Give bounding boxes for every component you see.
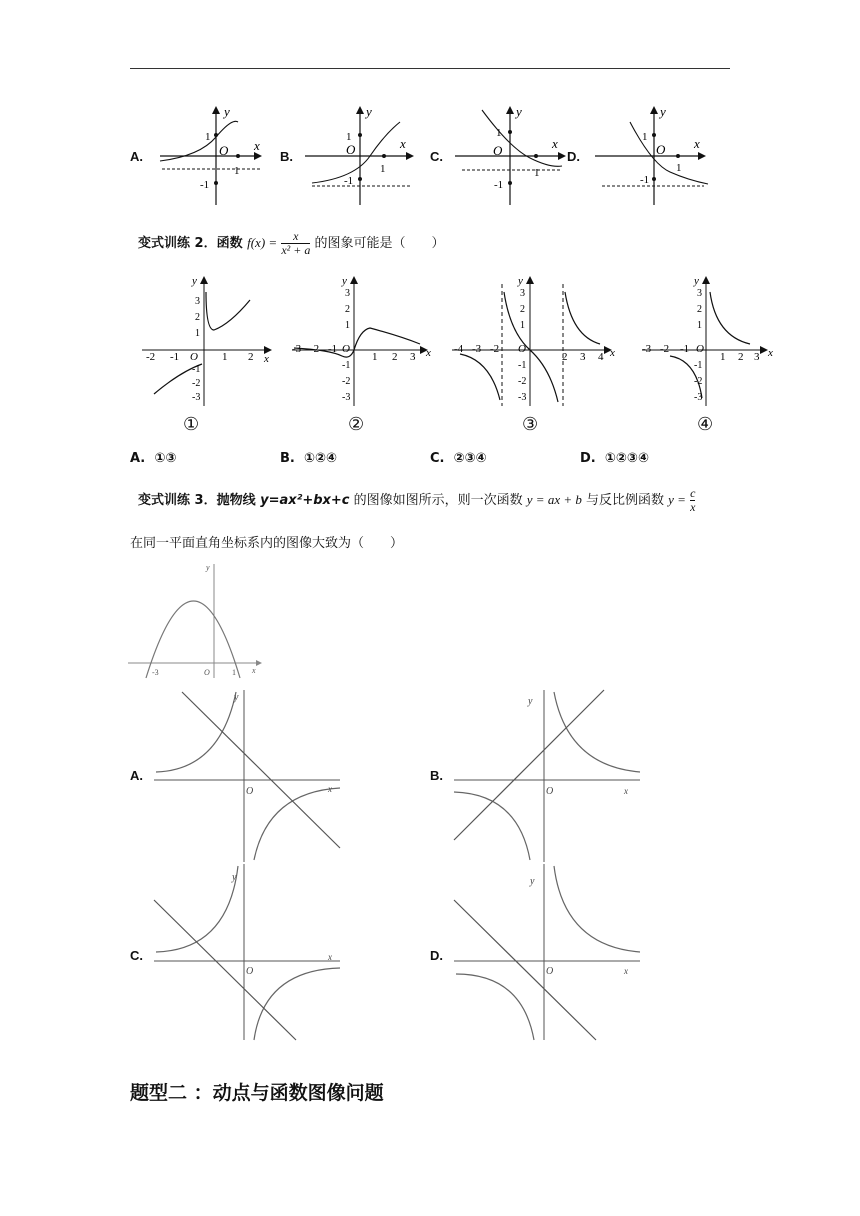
- svg-text:-4: -4: [454, 343, 464, 355]
- graph-label-4: ④: [697, 414, 714, 435]
- svg-text:2: 2: [697, 304, 702, 315]
- graph-1d: [590, 100, 715, 210]
- svg-text:3: 3: [410, 351, 416, 363]
- answer-c: C. ②③④: [430, 451, 487, 466]
- graph-1c: [450, 100, 570, 210]
- svg-text:-2: -2: [146, 351, 156, 363]
- svg-text:x: x: [328, 784, 332, 794]
- answer-b: B. ①②④: [280, 451, 337, 466]
- svg-text:y: y: [234, 692, 239, 703]
- svg-text:-3: -3: [192, 392, 201, 403]
- svg-text:2: 2: [562, 351, 568, 363]
- svg-text:O: O: [246, 786, 254, 797]
- graph-3d: [450, 862, 645, 1042]
- svg-text:y: y: [518, 275, 523, 287]
- svg-text:x: x: [400, 136, 406, 151]
- graph-label-1: ①: [183, 414, 200, 435]
- svg-text:2: 2: [392, 351, 398, 363]
- tick-x1: 1: [234, 165, 240, 177]
- svg-text:y: y: [342, 275, 347, 287]
- option-d-label: D.: [567, 149, 580, 164]
- section-heading: 题型二 ：动点与函数图像问题: [130, 1082, 384, 1104]
- svg-text:2: 2: [345, 304, 350, 315]
- question-3-line2: 在同一平面直角坐标系内的图像大致为（ ）: [130, 536, 404, 551]
- svg-text:O: O: [546, 786, 554, 797]
- svg-text:O: O: [346, 142, 356, 157]
- svg-text:x: x: [694, 136, 700, 151]
- svg-text:1: 1: [232, 668, 236, 677]
- svg-text:-2: -2: [694, 376, 703, 387]
- svg-text:O: O: [696, 343, 704, 355]
- svg-text:2: 2: [520, 304, 525, 315]
- svg-text:-3: -3: [292, 343, 302, 355]
- answer-a: A. ①③: [130, 451, 177, 466]
- svg-text:-2: -2: [310, 343, 320, 355]
- graph-3a: [150, 688, 345, 863]
- option-b-label: B.: [280, 149, 293, 164]
- svg-text:-2: -2: [342, 376, 351, 387]
- svg-text:2: 2: [248, 351, 254, 363]
- graph-label-3: ③: [522, 414, 539, 435]
- svg-text:1: 1: [720, 351, 726, 363]
- question-3-text: 变式训练 3．抛物线 y=ax²+bx+c 的图像如图所示，则一次函数 y = ax + b 与反比例函数 y = $\frac{c}{x}$: [138, 486, 696, 514]
- graph-1b: [300, 100, 420, 210]
- svg-text:x: x: [552, 136, 558, 151]
- q2-func-lhs: f(x) =: [247, 235, 278, 250]
- svg-text:-2: -2: [660, 343, 670, 355]
- axis-y: y: [224, 104, 230, 119]
- svg-text:y: y: [694, 275, 699, 287]
- origin: O: [219, 143, 229, 158]
- graph-2-4: [640, 272, 780, 412]
- graph-3b: [450, 688, 645, 863]
- svg-text:y: y: [530, 876, 535, 887]
- svg-text:3: 3: [697, 288, 702, 299]
- svg-text:-1: -1: [518, 360, 527, 371]
- svg-text:O: O: [204, 668, 210, 677]
- q3-option-a: A.: [130, 768, 143, 783]
- svg-text:-1: -1: [680, 343, 690, 355]
- svg-text:O: O: [246, 966, 254, 977]
- svg-text:-1: -1: [344, 175, 354, 187]
- svg-text:-3: -3: [342, 392, 351, 403]
- option-c-label: C.: [430, 149, 443, 164]
- option-a-label: A.: [130, 149, 143, 164]
- svg-text:2: 2: [738, 351, 744, 363]
- q3-option-d: D.: [430, 948, 443, 963]
- svg-text:1: 1: [697, 320, 702, 331]
- svg-text:y: y: [192, 275, 197, 287]
- svg-text:y: y: [366, 104, 372, 119]
- svg-text:1: 1: [534, 167, 540, 179]
- svg-text:O: O: [190, 351, 198, 363]
- svg-text:O: O: [546, 966, 554, 977]
- svg-text:-1: -1: [170, 351, 180, 363]
- svg-text:3: 3: [520, 288, 525, 299]
- svg-text:y: y: [528, 696, 533, 707]
- svg-text:1: 1: [496, 127, 502, 139]
- svg-text:-1: -1: [192, 364, 201, 375]
- header-rule: [130, 68, 730, 69]
- svg-text:1: 1: [372, 351, 378, 363]
- q2-fraction: $\frac{x}{\text{x² + a}}$: [281, 229, 311, 257]
- svg-text:x: x: [610, 347, 615, 359]
- svg-text:O: O: [342, 343, 350, 355]
- svg-text:y: y: [660, 104, 666, 119]
- svg-text:-3: -3: [642, 343, 652, 355]
- svg-text:O: O: [656, 142, 666, 157]
- svg-text:1: 1: [642, 131, 648, 143]
- svg-text:1: 1: [346, 131, 352, 143]
- svg-text:x: x: [624, 966, 628, 976]
- svg-text:-3: -3: [694, 392, 703, 403]
- svg-text:3: 3: [580, 351, 586, 363]
- svg-text:O: O: [493, 143, 503, 158]
- svg-text:3: 3: [754, 351, 760, 363]
- tick-1: 1: [205, 131, 211, 143]
- svg-text:1: 1: [676, 162, 682, 174]
- svg-text:y: y: [232, 872, 237, 883]
- graph-2-3: [450, 272, 620, 412]
- graph-2-1: [140, 272, 280, 412]
- svg-text:-3: -3: [472, 343, 482, 355]
- svg-text:x: x: [624, 786, 628, 796]
- q2-suffix: 的图象可能是（ ）: [314, 236, 445, 251]
- svg-text:1: 1: [195, 328, 200, 339]
- graph-1a: [150, 100, 265, 210]
- svg-text:4: 4: [598, 351, 604, 363]
- parabola-graph: [128, 560, 268, 680]
- q3-option-b: B.: [430, 768, 443, 783]
- q3-option-c: C.: [130, 948, 143, 963]
- svg-text:-3: -3: [518, 392, 527, 403]
- graph-label-2: ②: [348, 414, 365, 435]
- svg-text:3: 3: [345, 288, 350, 299]
- svg-text:y: y: [206, 563, 210, 572]
- svg-text:2: 2: [195, 312, 200, 323]
- svg-text:x: x: [768, 347, 773, 359]
- svg-text:1: 1: [222, 351, 228, 363]
- q2-prefix: 变式训练 2．函数: [138, 236, 248, 251]
- question-2-text: [138, 230, 445, 257]
- svg-text:-1: -1: [640, 174, 650, 186]
- svg-text:-1: -1: [694, 360, 703, 371]
- svg-text:x: x: [264, 353, 269, 365]
- svg-text:-1: -1: [328, 343, 338, 355]
- svg-text:-2: -2: [192, 378, 201, 389]
- svg-text:1: 1: [520, 320, 525, 331]
- svg-text:x: x: [426, 347, 431, 359]
- svg-text:1: 1: [380, 163, 386, 175]
- svg-text:x: x: [252, 666, 256, 675]
- graph-3c: [150, 862, 345, 1042]
- svg-text:3: 3: [195, 296, 200, 307]
- svg-text:y: y: [516, 104, 522, 119]
- svg-text:-2: -2: [518, 376, 527, 387]
- tick-neg1: -1: [200, 179, 210, 191]
- svg-text:1: 1: [345, 320, 350, 331]
- svg-text:-2: -2: [490, 343, 500, 355]
- answer-d: D. ①②③④: [580, 451, 649, 466]
- svg-text:x: x: [328, 952, 332, 962]
- graph-2-2: [290, 272, 435, 412]
- axis-x: x: [254, 138, 260, 153]
- svg-text:-3: -3: [152, 668, 159, 677]
- svg-text:-1: -1: [342, 360, 351, 371]
- svg-text:-1: -1: [494, 179, 504, 191]
- svg-text:O: O: [518, 343, 526, 355]
